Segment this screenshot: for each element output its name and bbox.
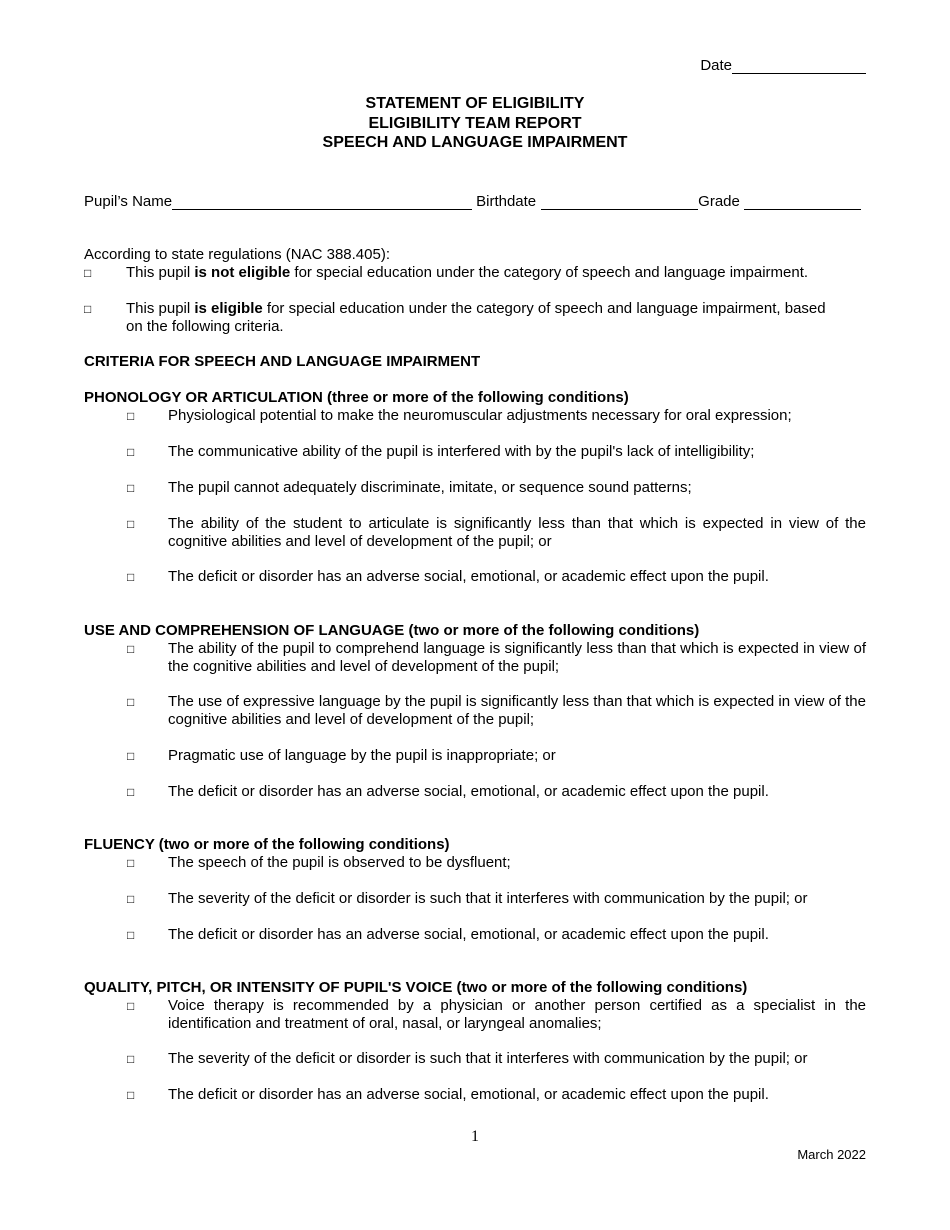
eligibility-option-not-eligible: □ This pupil is not eligible for special education under the category of speech and language impairment. (84, 264, 809, 281)
pupil-name-input-line[interactable] (172, 192, 472, 210)
section-heading-phonology: PHONOLOGY OR ARTICULATION (three or more of the following conditions) (84, 389, 629, 406)
checkbox[interactable]: □ (84, 302, 92, 316)
eligibility-option-eligible: □ This pupil is eligible for special education under the category of speech and language impairment, based on the following criteria. (84, 300, 826, 335)
checkbox[interactable]: □ (127, 928, 135, 942)
criterion-item: □ Physiological potential to make the neuromuscular adjustments necessary for oral expression; (127, 407, 792, 424)
birthdate-input-line[interactable] (541, 192, 698, 210)
criterion-item: □ The ability of the pupil to comprehend language is significantly less than that which is expected in view of the cognitive abilities and level of development of the pupil; (127, 640, 866, 675)
checkbox[interactable]: □ (127, 1052, 135, 1066)
checkbox[interactable]: □ (127, 409, 135, 423)
pupil-info-row (84, 192, 866, 210)
title-line-3: SPEECH AND LANGUAGE IMPAIRMENT (322, 134, 628, 151)
criterion-item: □ The use of expressive language by the pupil is significantly less than that which is expected in view of the cognitive abilities and level of development of the pupil; (127, 693, 866, 728)
pupil-name-label: Pupil’s Name (84, 193, 173, 210)
criterion-item: □ The deficit or disorder has an adverse social, emotional, or academic effect upon the pupil. (127, 926, 769, 943)
checkbox[interactable]: □ (84, 266, 92, 280)
checkbox[interactable]: □ (127, 749, 135, 763)
regulation-intro: According to state regulations (NAC 388.405): (84, 246, 390, 263)
checkbox[interactable]: □ (127, 999, 135, 1013)
criterion-item: □ The deficit or disorder has an adverse social, emotional, or academic effect upon the pupil. (127, 1086, 769, 1103)
criterion-item: □ The pupil cannot adequately discriminate, imitate, or sequence sound patterns; (127, 479, 692, 496)
date-field (700, 56, 866, 74)
criterion-item: □ The deficit or disorder has an adverse social, emotional, or academic effect upon the pupil. (127, 568, 769, 585)
criterion-item: □ Pragmatic use of language by the pupil is inappropriate; or (127, 747, 556, 764)
checkbox[interactable]: □ (127, 570, 135, 584)
criterion-item: □ The deficit or disorder has an adverse social, emotional, or academic effect upon the pupil. (127, 783, 769, 800)
checkbox[interactable]: □ (127, 695, 135, 709)
criterion-item: □ The severity of the deficit or disorder is such that it interferes with communication by the pupil; or (127, 1050, 808, 1067)
section-heading-fluency: FLUENCY (two or more of the following conditions) (84, 836, 450, 853)
criterion-item: □ The speech of the pupil is observed to be dysfluent; (127, 854, 511, 871)
checkbox[interactable]: □ (127, 642, 135, 656)
criterion-item: □ Voice therapy is recommended by a physician or another person certified as a specialist in the identification and treatment of oral, nasal, or laryngeal anomalies; (127, 997, 866, 1032)
birthdate-label: Birthdate (476, 193, 537, 210)
section-heading-language: USE AND COMPREHENSION OF LANGUAGE (two or more of the following conditions) (84, 622, 700, 639)
section-heading-voice: QUALITY, PITCH, OR INTENSITY OF PUPIL'S VOICE (two or more of the following conditions) (84, 979, 748, 996)
checkbox[interactable]: □ (127, 1088, 135, 1102)
criterion-item: □ The ability of the student to articulate is significantly less than that which is expected in view of the cognitive abilities and level of development of the pupil; or (127, 515, 866, 550)
page-number: 1 (471, 1128, 479, 1145)
date-input-line[interactable] (732, 56, 866, 74)
checkbox[interactable]: □ (127, 892, 135, 906)
checkbox[interactable]: □ (127, 856, 135, 870)
checkbox[interactable]: □ (127, 481, 135, 495)
date-label: Date (700, 57, 732, 74)
criteria-heading: CRITERIA FOR SPEECH AND LANGUAGE IMPAIRMENT (84, 353, 481, 370)
grade-input-line[interactable] (744, 192, 861, 210)
document-title (0, 94, 950, 153)
grade-label: Grade (698, 193, 740, 210)
checkbox[interactable]: □ (127, 517, 135, 531)
revision-date: March 2022 (797, 1147, 866, 1162)
criterion-item: □ The communicative ability of the pupil is interfered with by the pupil's lack of intelligibility; (127, 443, 755, 460)
checkbox[interactable]: □ (127, 785, 135, 799)
title-line-2: ELIGIBILITY TEAM REPORT (368, 114, 582, 132)
checkbox[interactable]: □ (127, 445, 135, 459)
criterion-item: □ The severity of the deficit or disorder is such that it interferes with communication by the pupil; or (127, 890, 808, 907)
title-line-1: STATEMENT OF ELIGIBILITY (365, 95, 585, 112)
